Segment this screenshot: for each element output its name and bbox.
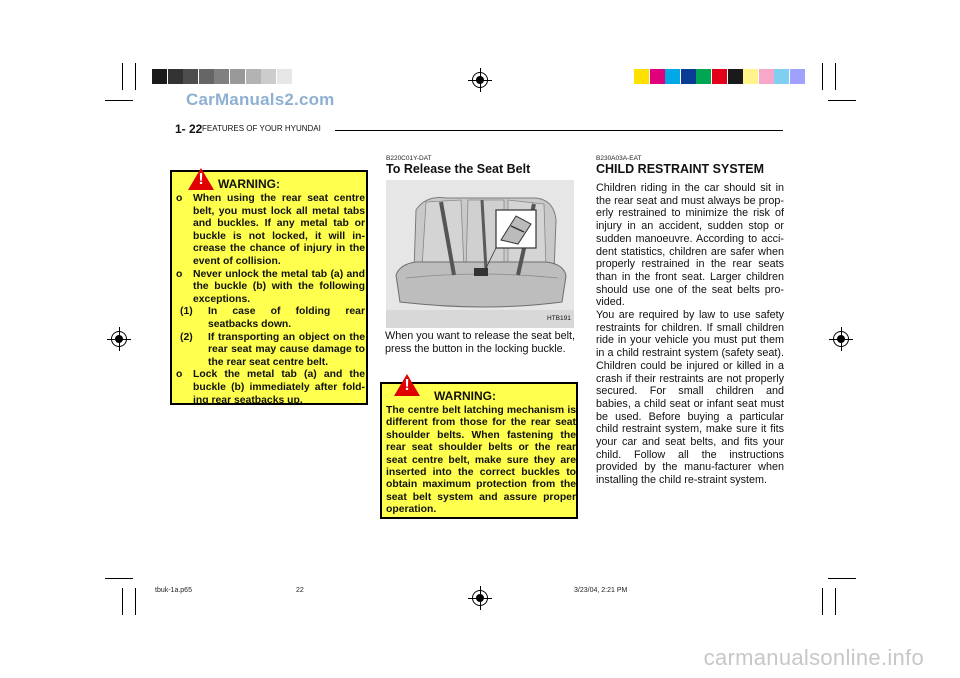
warning-subitem: (2) If transporting an object on the rear seat may cause damage to the rear seat centre belt. <box>180 331 365 368</box>
warning-title: WARNING: <box>434 389 496 403</box>
calibration-swatch <box>728 69 743 84</box>
warning-title: WARNING: <box>218 177 280 191</box>
page-number: 1- 22 <box>175 122 203 136</box>
calibration-swatch <box>743 69 758 84</box>
warning-item: o Lock the metal tab (a) and the buckle (b) immediately after fold-ing rear seatbacks up. <box>176 369 365 406</box>
calibration-swatch <box>168 69 183 84</box>
calibration-swatch <box>696 69 711 84</box>
section-heading: CHILD RESTRAINT SYSTEM <box>596 162 765 176</box>
registration-mark-right <box>829 327 853 351</box>
calibration-swatch <box>230 69 245 84</box>
calibration-swatch <box>774 69 789 84</box>
calibration-swatch <box>199 69 214 84</box>
calibration-swatch <box>790 69 805 84</box>
exclamation-icon: ! <box>404 377 410 394</box>
calibration-swatch <box>152 69 167 84</box>
warning-text: The centre belt latching mechanism is different from those for the rear seat shoulder belts. When fastening the rear seat shoulder belts or the rear seat centre belt, make sure they are inserted into the correct buckles to obtain maximum protection from the seat belt system and assure proper operation. <box>386 405 576 516</box>
calibration-swatch <box>650 69 665 84</box>
slug-page: 22 <box>296 587 304 594</box>
warning-subitem: (1) In case of folding rear seatbacks down. <box>180 306 365 330</box>
registration-mark-top <box>468 68 492 92</box>
exclamation-icon: ! <box>198 171 204 188</box>
rear-seat-illustration <box>386 180 574 328</box>
slug-file: tbuk-1a.p65 <box>155 587 192 594</box>
calibration-swatch <box>214 69 229 84</box>
header-rule <box>335 130 783 131</box>
warning-box-centre-belt <box>170 170 368 405</box>
registration-mark-left <box>107 327 131 351</box>
calibration-swatch <box>634 69 649 84</box>
calibration-swatch <box>759 69 774 84</box>
section-heading: To Release the Seat Belt <box>386 162 531 176</box>
release-instructions: When you want to release the seat belt, press the button in the locking buckle. <box>385 330 575 355</box>
calibration-swatch <box>183 69 198 84</box>
warning-item: o When using the rear seat centre belt, you must lock all metal tabs and buckles. If any metal tab or buckle is not locked, it will in-crease the chance of injury in the event of collision. <box>176 193 365 267</box>
child-restraint-text: Children riding in the car should sit in the rear seat and must always be prop-erly restrained to minimize the risk of injury in an accident, sudden stop or sudden manoeuvre. According to acci-dent statistics, children are safer when properly restrained in the rear seats than in the front seat. Larger children should use one of the seat belts pro-vided. You are required by law to use safety restraints for children. If small children ride in your vehicle you must put them in a child restraint system (safety seat). Children could be injured or killed in a crash if their restraints are not properly secured. For small children and babies, a child seat or infant seat must be used. Before buying a particular child restraint system, make sure it fits your car and seat belts, and fits your child. Follow all the instructions provided by the manu-facturer when installing the child re-straint system. <box>596 182 784 487</box>
calibration-swatch <box>277 69 292 84</box>
calibration-swatch <box>712 69 727 84</box>
section-title: FEATURES OF YOUR HYUNDAI <box>202 124 321 133</box>
section-code: B220C01Y-DAT <box>386 155 432 162</box>
warning-list <box>176 193 365 407</box>
registration-mark-bottom <box>468 586 492 610</box>
watermark-logo[interactable]: CarManuals2.com <box>186 90 335 109</box>
slug-date: 3/23/04, 2:21 PM <box>574 587 628 594</box>
calibration-swatch <box>681 69 696 84</box>
calibration-swatch <box>246 69 261 84</box>
warning-item: o Never unlock the metal tab (a) and the buckle (b) with the following exceptions. <box>176 268 365 305</box>
calibration-swatch <box>261 69 276 84</box>
footer-watermark[interactable]: carmanualsonline.info <box>703 645 924 670</box>
warning-box-latching <box>380 377 578 519</box>
image-id: HTB191 <box>547 315 571 322</box>
calibration-swatch <box>665 69 680 84</box>
section-code: B230A03A-EAT <box>596 155 642 162</box>
